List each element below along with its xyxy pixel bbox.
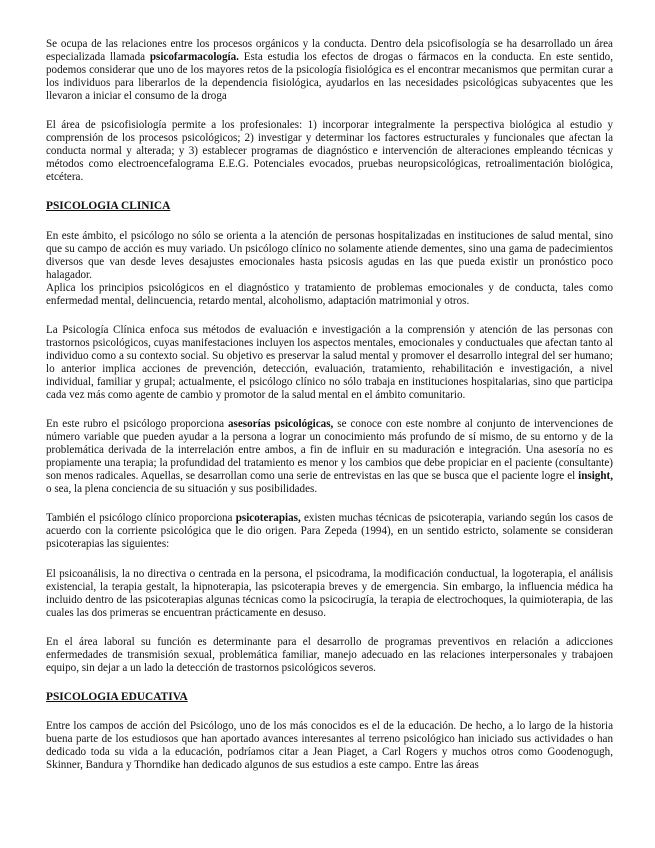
paragraph-educativa-intro: Entre los campos de acción del Psicólogo, uno de los más conocidos es el de la educación. De hecho, a lo largo de la historia buena parte de los estudiosos que han aportado avances interesantes al terreno psicológico han iniciado sus actividades o han dedicado toda su vida a la educación, podríamos citar a Jean Piaget, a Carl Rogers y muchos otros como Goodenogugh, Skinner, Bandura y Thorndike han dedicado algunos de sus estudios a este campo. Entre las áreas bbox=[46, 719, 613, 772]
text-run: También el psicólogo clínico proporciona bbox=[46, 512, 236, 525]
paragraph-asesorias bbox=[46, 418, 613, 496]
paragraph-clinica-ambito: En este ámbito, el psicólogo no sólo se orienta a la atención de personas hospitalizadas en instituciones de salud mental, sino que su campo de acción es muy variado. Un psicólogo clínico no solamente atiende dementes, sino una gama de padecimientos diversos que van desde leves desajustes emocionales hasta psicosis agudas en las que pueda existir un pronóstico poco halagador. bbox=[46, 229, 613, 281]
section-heading-clinica: PSICOLOGIA CLINICA bbox=[46, 200, 171, 213]
text-run: existen muchas técnicas de psicoterapia, variando según los casos de acuerdo con la corriente psicológica que le dio origen. Para Zepeda (1994), en un sentido estricto, solamente se consideran psicoterapias las siguientes: bbox=[46, 512, 613, 551]
text-run: se conoce con este nombre al conjunto de intervenciones de número variable que pueden ayudar a la persona a lograr un conocimiento más profundo de sí mismo, de su entorno y de la problemática derivada de la interrelación entre ambos, a fin de influir en su maduración e integración. Una asesoría no es propiamente una terapia; la profundidad del tratamiento es menor y los cambios que debe propiciar en el paciente (consultante) son menos radicales. Aquellas, se desarrollan como una serie de entrevistas en las que se busca que el paciente logre el bbox=[46, 418, 614, 483]
section-heading-educativa: PSICOLOGIA EDUCATIVA bbox=[46, 690, 188, 703]
paragraph-psicofisiologia-areas: El área de psicofisiología permite a los profesionales: 1) incorporar integralmente la perspectiva biológica al estudio y comprensión de los procesos psicológicos; 2) investigar y determinar los factores estructurales y funcionales que afectan la conducta normal y alterada; y 3) establecer programas de diagnóstico e intervención de alteraciones empleando técnicas y métodos como electroencefalograma E.E.G. Potenciales evocados, pruebas neuropsicológicas, retroalimentación biológica, etcétera. bbox=[46, 119, 613, 184]
term-asesorias-psicologicas: asesorías psicológicas, bbox=[228, 418, 334, 431]
text-run: En este rubro el psicólogo proporciona bbox=[46, 418, 228, 431]
term-insight: insight, bbox=[578, 470, 613, 483]
paragraph-lista-psicoterapias: El psicoanálisis, la no directiva o centrada en la persona, el psicodrama, la modificación conductual, la logoterapia, el análisis existencial, la terapia gestalt, la hipnoterapia, las psicoterapia breves y de emergencia. Sin embargo, la influencia médica ha incluido dentro de las psicoterapias algunas técnicas como la psicocirugía, la terapia de electrochoques, la quimioterapia, de las cuales las dos primeras se encuentran prácticamente en desuso. bbox=[46, 567, 613, 619]
paragraph-clinica-principios: Aplica los principios psicológicos en el diagnóstico y tratamiento de problemas emocionales y de conducta, tales como enfermedad mental, delincuencia, retardo mental, alcoholismo, adaptación matrimonial y otros. bbox=[46, 281, 613, 307]
paragraph-area-laboral: En el área laboral su función es determinante para el desarrollo de programas preventivos en relación a adicciones enfermedades de transmisión sexual, problemática familiar, manejo adecuado en las relaciones interpersonales y trabajoen equipo, sin dejar a un lado la detección de trastornos psicológicos severos. bbox=[46, 635, 613, 674]
text-run: o sea, la plena conciencia de su situación y sus posibilidades. bbox=[46, 483, 318, 496]
paragraph-psicoterapias bbox=[46, 512, 613, 551]
text-run: Esta estudia los efectos de drogas o fármacos en la conducta. En este sentido, podemos considerar que uno de los mayores retos de la psicología fisiológica es el encontrar mecanismos que permitan curar a los individuos para liberarlos de la dependencia fisiológica, ayudarlos en las necesidades psicológicas subyacentes que les llevaron a iniciar el consumo de la droga bbox=[46, 51, 613, 103]
paragraph-clinica-metodos: La Psicología Clínica enfoca sus métodos de evaluación e investigación a la comprensión y atención de las personas con trastornos psicológicos, cuyas manifestaciones incluyen los aspectos mentales, emocionales y conductuales que afectan tanto al individuo como a su contexto social. Su objetivo es preservar la salud mental y promover el desarrollo integral del ser humano; lo anterior implica acciones de prevención, detección, evaluación, tratamiento, rehabilitación e investigación, a nivel individual, familiar y grupal; actualmente, el psicólogo clínico no sólo trabaja en instituciones hospitalarias, sino que participa cada vez más como agente de cambio y promotor de la salud mental en el ámbito comunitario. bbox=[46, 323, 613, 402]
paragraph-psicofisiologia-intro bbox=[46, 38, 613, 103]
term-psicoterapias: psicoterapias, bbox=[235, 512, 301, 525]
term-psicofarmacologia: psicofarmacología. bbox=[149, 51, 239, 64]
text-run: Se ocupa de las relaciones entre los procesos orgánicos y la conducta. Dentro dela psicofisología se ha desarrollado un área especializada llamada bbox=[46, 38, 613, 64]
